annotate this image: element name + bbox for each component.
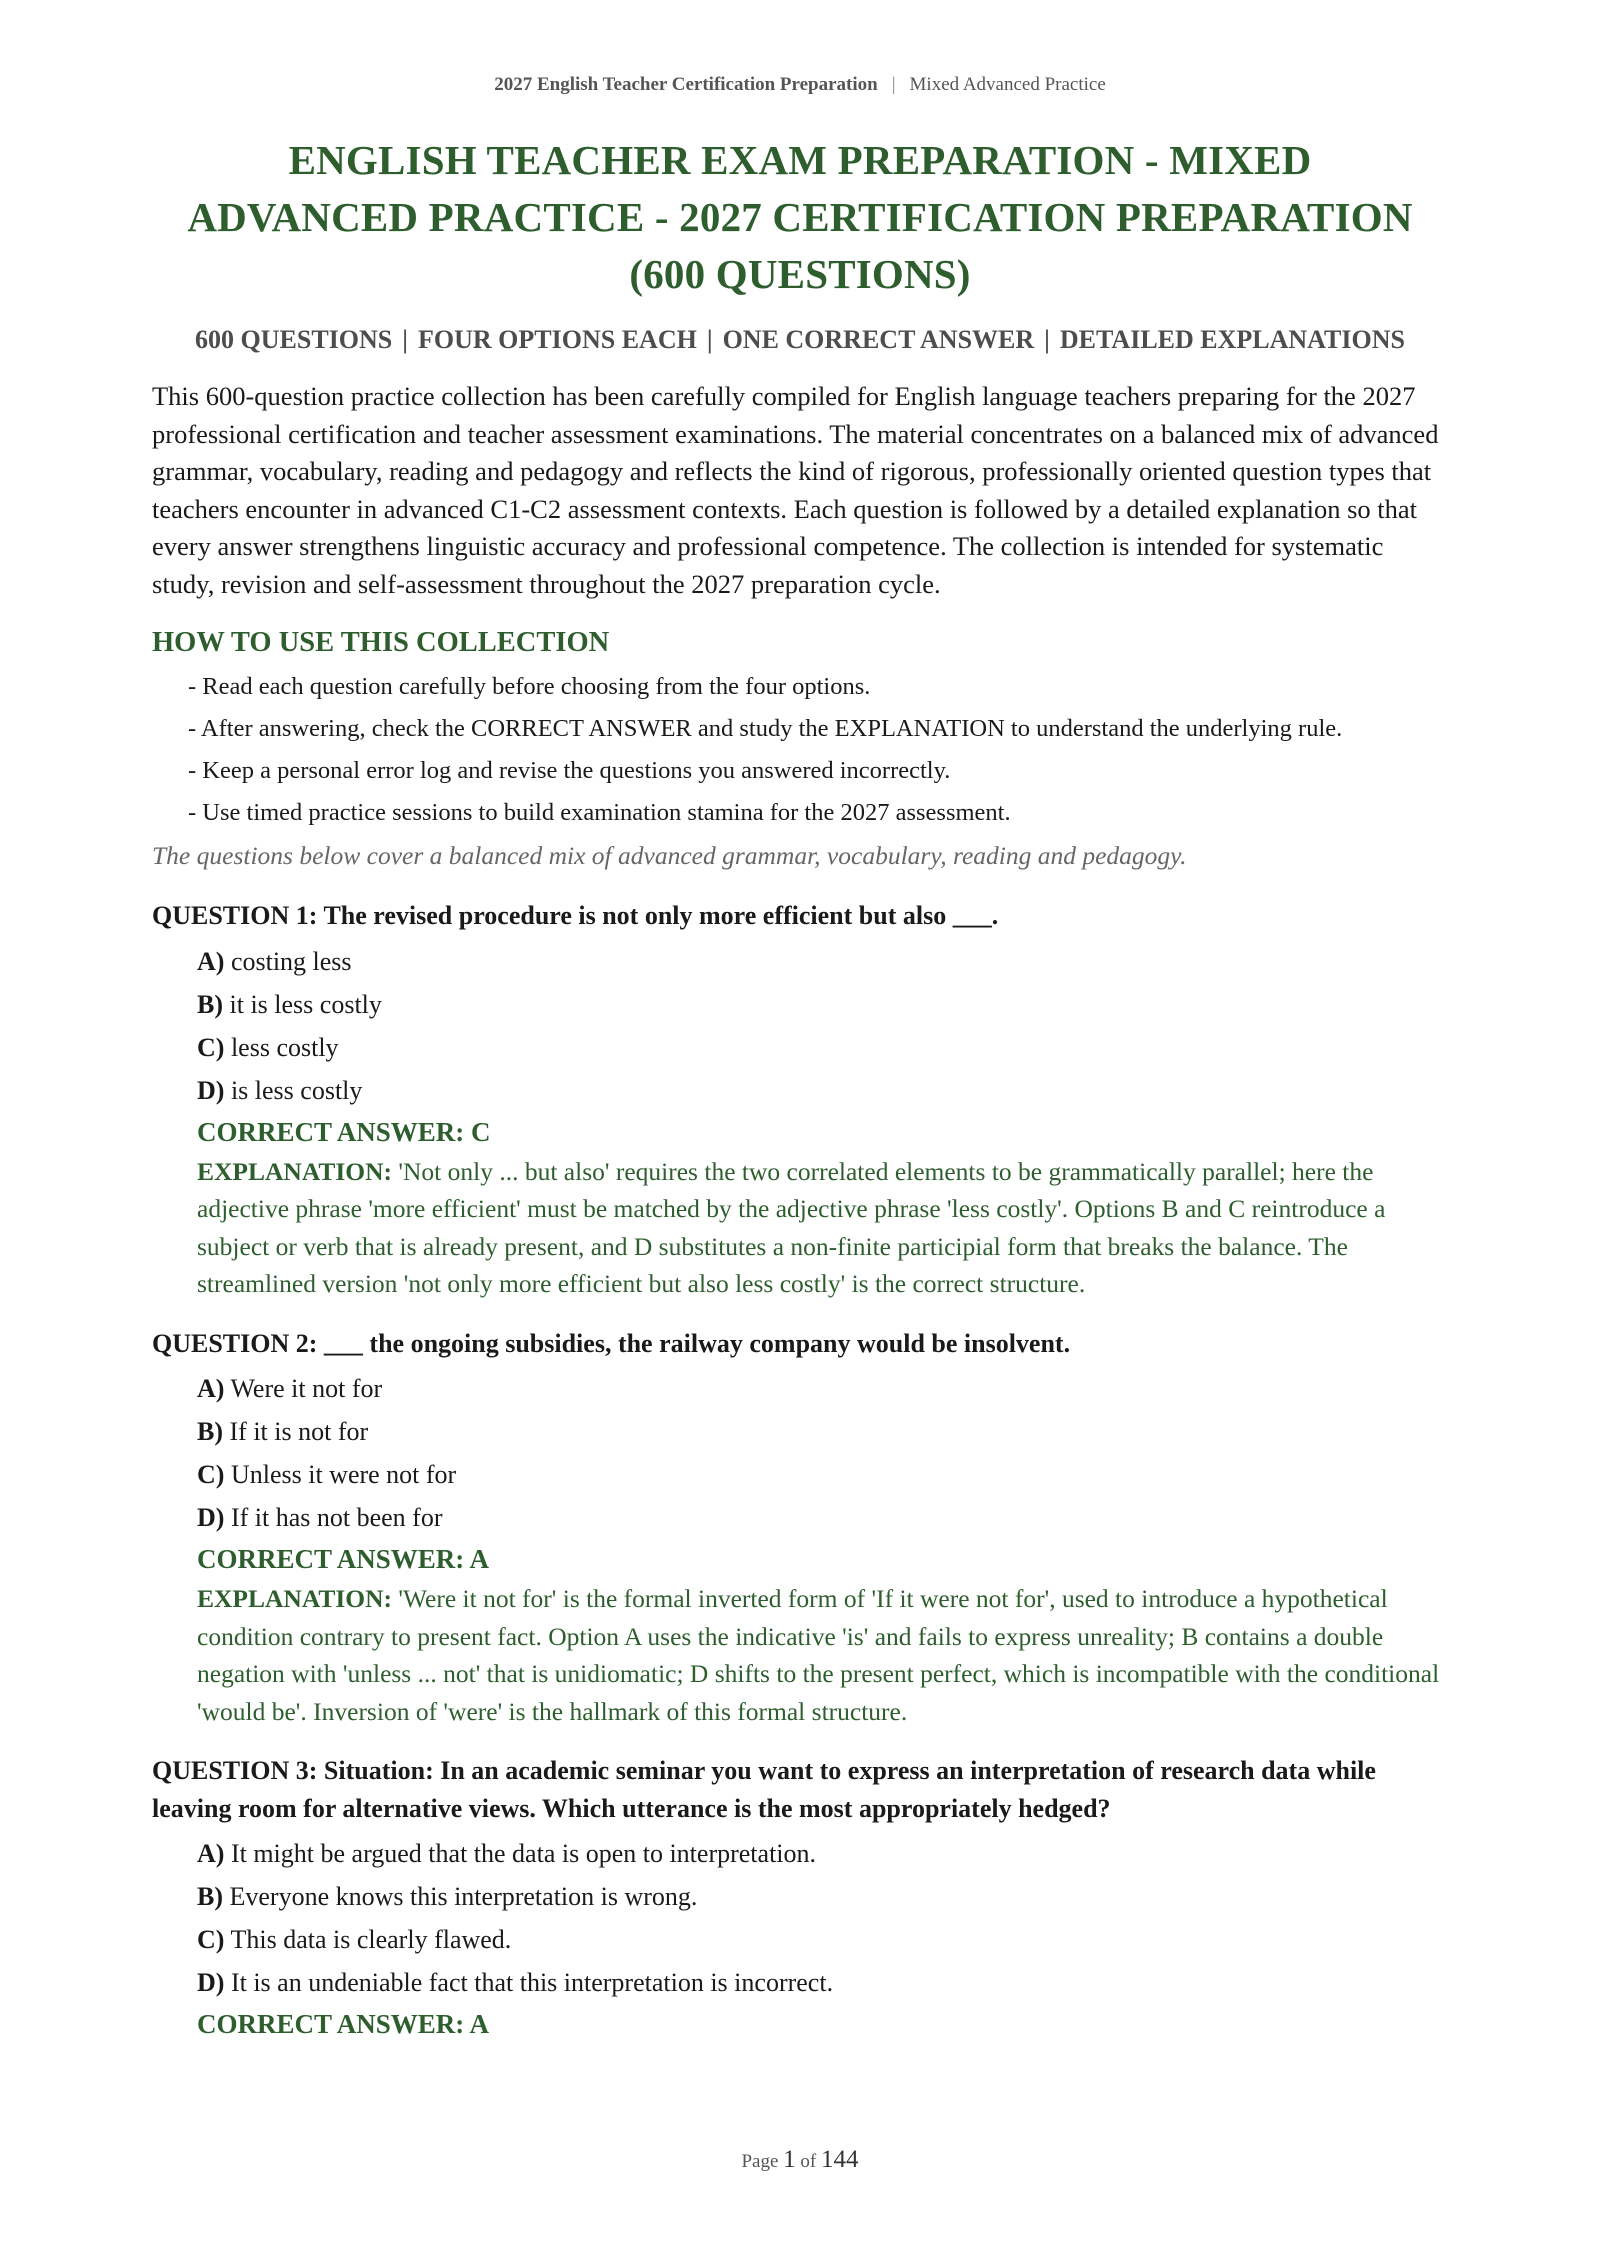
option-a: [197, 940, 1448, 983]
question-block: [152, 1752, 1448, 2045]
of-word: of: [800, 2151, 817, 2172]
option-d: [197, 1069, 1448, 1112]
subtitle-separator: |: [706, 325, 713, 354]
option-text: It might be argued that the data is open to interpretation.: [230, 1839, 817, 1868]
collection-note: The questions below cover a balanced mix of advanced grammar, vocabulary, reading and pedagogy.: [152, 841, 1187, 870]
options-list: [152, 940, 1448, 1112]
total-pages-number: 144: [821, 2146, 859, 2173]
question-text: QUESTION 3: Situation: In an academic seminar you want to express an interpretation of research data while leaving room for alternative views. Which utterance is the most appropriately hedged?: [152, 1756, 1376, 1823]
option-letter: B): [197, 989, 223, 1019]
title-line: (600 QUESTIONS): [629, 251, 971, 297]
explanation-label: EXPLANATION:: [197, 1584, 393, 1613]
title-line: ENGLISH TEACHER EXAM PREPARATION - MIXED: [288, 137, 1312, 183]
option-text: costing less: [230, 946, 352, 976]
subtitle-part: DETAILED EXPLANATIONS: [1059, 325, 1405, 354]
how-to-heading: HOW TO USE THIS COLLECTION: [152, 627, 610, 658]
option-letter: A): [197, 1839, 225, 1868]
document-subtitle: [152, 322, 1448, 358]
running-header: [0, 74, 1600, 96]
explanation: [152, 1153, 1448, 1303]
page-footer: [0, 2146, 1600, 2174]
option-text: If it has not been for: [230, 1503, 443, 1532]
how-to-item: - After answering, check the CORRECT ANSWER and study the EXPLANATION to understand the underlying rule.: [188, 715, 1343, 742]
header-publication-title: 2027 English Teacher Certification Preparation: [494, 74, 878, 95]
option-c: [197, 1918, 1448, 1961]
subtitle-part: 600 QUESTIONS: [195, 325, 393, 354]
how-to-list: [152, 669, 1448, 831]
page-word: Page: [741, 2151, 779, 2172]
option-text: is less costly: [230, 1075, 363, 1105]
header-separator: |: [891, 74, 896, 95]
option-letter: D): [197, 1968, 225, 1997]
explanation: [152, 1580, 1448, 1730]
how-to-item: - Read each question carefully before choosing from the four options.: [188, 673, 871, 700]
option-letter: C): [197, 1032, 225, 1062]
option-letter: C): [197, 1460, 225, 1489]
option-text: It is an undeniable fact that this interpretation is incorrect.: [230, 1968, 834, 1997]
subtitle-separator: |: [1044, 325, 1050, 354]
option-text: Everyone knows this interpretation is wrong.: [229, 1882, 698, 1911]
option-text: If it is not for: [229, 1417, 369, 1446]
option-b: [197, 1875, 1448, 1918]
option-c: [197, 1026, 1448, 1069]
correct-answer: CORRECT ANSWER: A: [197, 1544, 490, 1574]
option-letter: D): [197, 1503, 225, 1532]
option-text: Unless it were not for: [230, 1460, 457, 1489]
question-text: QUESTION 2: ___ the ongoing subsidies, the railway company would be insolvent.: [152, 1328, 1071, 1358]
option-letter: A): [197, 946, 225, 976]
page-content: [152, 132, 1448, 2045]
explanation-text: 'Were it not for' is the formal inverted form of 'If it were not for', used to introduce a hypothetical condition contrary to present fact. Option A uses the indicative 'is' and fails to express unreality; B contains a double negation with 'unless ... not' that is unidiomatic; D shifts to the present perfect, which is incompatible with the conditional 'would be'. Inversion of 'were' is the hallmark of this formal structure.: [197, 1584, 1440, 1726]
option-b: [197, 983, 1448, 1026]
question-block: [152, 1325, 1448, 1731]
option-text: it is less costly: [229, 989, 382, 1019]
option-letter: B): [197, 1417, 223, 1446]
option-d: [197, 1961, 1448, 2004]
option-a: [197, 1832, 1448, 1875]
correct-answer: CORRECT ANSWER: A: [197, 2009, 490, 2039]
option-letter: C): [197, 1925, 225, 1954]
subtitle-separator: |: [402, 325, 409, 354]
question-text: QUESTION 1: The revised procedure is not only more efficient but also ___.: [152, 901, 999, 930]
options-list: [152, 1832, 1448, 2004]
option-b: [197, 1410, 1448, 1453]
option-letter: B): [197, 1882, 223, 1911]
how-to-item: - Keep a personal error log and revise the questions you answered incorrectly.: [188, 757, 951, 784]
option-text: This data is clearly flawed.: [230, 1925, 512, 1954]
option-c: [197, 1453, 1448, 1496]
options-list: [152, 1367, 1448, 1539]
intro-paragraph: This 600-question practice collection has been carefully compiled for English language teachers preparing for the 2027 professional certification and teacher assessment examinations. The material concentrates on a balanced mix of advanced grammar, vocabulary, reading and pedagogy and reflects the kind of rigorous, professionally oriented question types that teachers encounter in advanced C1-C2 assessment contexts. Each question is followed by a detailed explanation so that every answer strengthens linguistic accuracy and professional competence. The collection is intended for systematic study, revision and self-assessment throughout the 2027 preparation cycle.: [152, 381, 1439, 599]
question-block: [152, 897, 1448, 1303]
explanation-text: 'Not only ... but also' requires the two correlated elements to be grammatically parallel; here the adjective phrase 'more efficient' must be matched by the adjective phrase 'less costly'. Options B and C reintroduce a subject or verb that is already present, and D substitutes a non-finite participial form that breaks the balance. The streamlined version 'not only more efficient but also less costly' is the correct structure.: [197, 1156, 1386, 1298]
subtitle-part: FOUR OPTIONS EACH: [418, 325, 697, 354]
how-to-item: - Use timed practice sessions to build examination stamina for the 2027 assessment.: [188, 799, 1011, 826]
option-letter: D): [197, 1075, 225, 1105]
option-letter: A): [197, 1374, 225, 1403]
title-line: ADVANCED PRACTICE - 2027 CERTIFICATION PREPARATION: [187, 194, 1413, 240]
option-text: less costly: [230, 1032, 339, 1062]
subtitle-part: ONE CORRECT ANSWER: [722, 325, 1035, 354]
correct-answer: CORRECT ANSWER: C: [197, 1116, 491, 1147]
header-section-title: Mixed Advanced Practice: [909, 74, 1106, 95]
option-a: [197, 1367, 1448, 1410]
document-title: [152, 132, 1448, 303]
option-d: [197, 1496, 1448, 1539]
explanation-label: EXPLANATION:: [197, 1156, 393, 1186]
option-text: Were it not for: [230, 1374, 383, 1403]
current-page-number: 1: [783, 2146, 796, 2173]
